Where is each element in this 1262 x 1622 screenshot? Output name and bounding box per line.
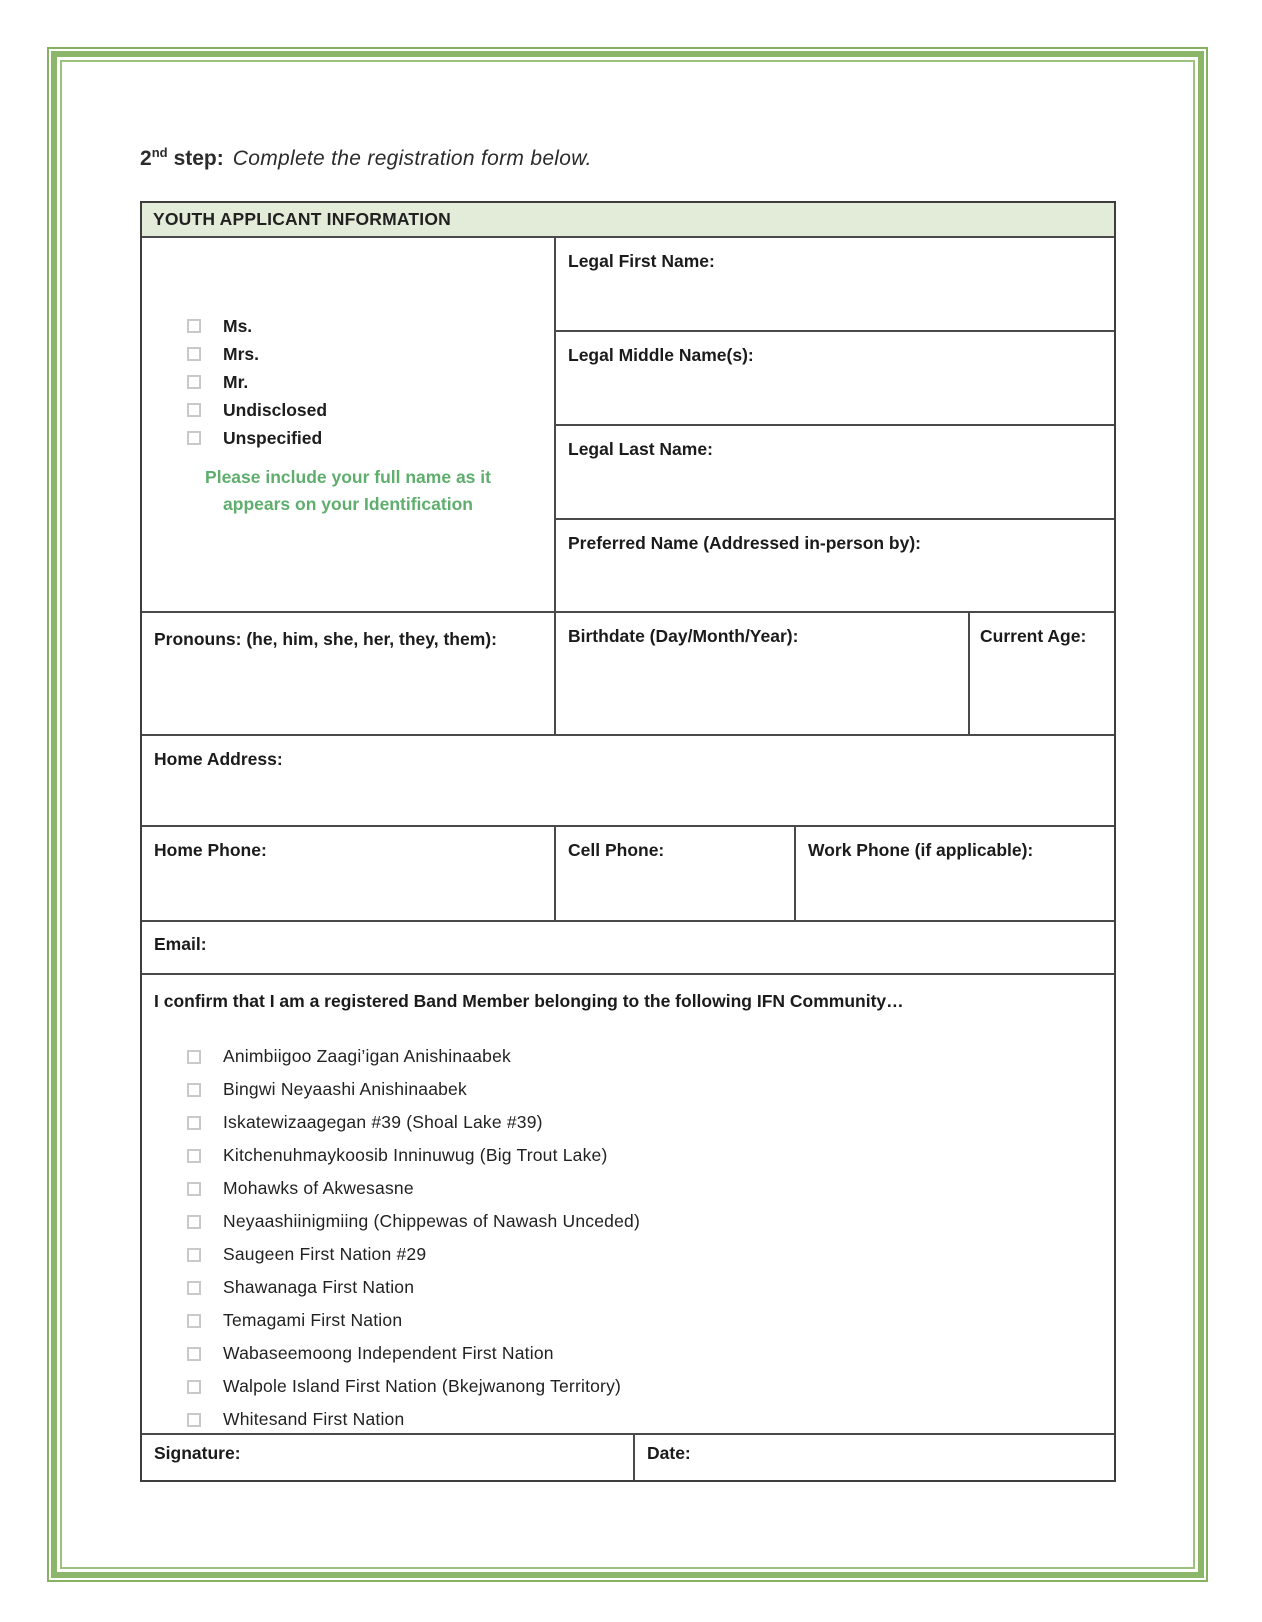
name-fields-column: [554, 238, 1114, 611]
community-option-label: Neyaashiinigmiing (Chippewas of Nawash Unceded): [223, 1211, 640, 1231]
title-option: [187, 424, 554, 452]
community-option-checkbox[interactable]: [187, 1281, 201, 1295]
step-label: step:: [173, 147, 224, 170]
title-option: [187, 396, 554, 424]
email-row: [142, 920, 1114, 973]
title-options-cell: [142, 238, 554, 611]
title-option: [187, 340, 554, 368]
step-heading: [140, 138, 1116, 174]
cell-phone-label: Cell Phone:: [568, 840, 665, 860]
birthdate-field[interactable]: [554, 613, 968, 734]
community-option-label: Bingwi Neyaashi Anishinaabek: [223, 1079, 467, 1099]
community-option-checkbox[interactable]: [187, 1083, 201, 1097]
community-option-checkbox[interactable]: [187, 1182, 201, 1196]
community-option: [187, 1205, 1102, 1238]
title-option-checkbox[interactable]: [187, 319, 201, 333]
community-option-checkbox[interactable]: [187, 1347, 201, 1361]
signature-label: Signature:: [154, 1443, 241, 1463]
current-age-label: Current Age:: [980, 626, 1087, 646]
legal-last-name-field[interactable]: [556, 426, 1114, 520]
community-option-label: Kitchenuhmaykoosib Inninuwug (Big Trout Lake): [223, 1145, 608, 1165]
phones-row: [142, 825, 1114, 920]
legal-middle-name-field[interactable]: [556, 332, 1114, 426]
community-row: [142, 973, 1114, 1433]
page-content: [140, 138, 1116, 1482]
title-option: [187, 312, 554, 340]
community-confirm-text: I confirm that I am a registered Band Member belonging to the following IFN Community…: [154, 991, 904, 1011]
home-address-row: [142, 734, 1114, 825]
home-phone-field[interactable]: [142, 827, 554, 920]
title-option: [187, 368, 554, 396]
pronouns-field[interactable]: [142, 613, 554, 734]
community-option: [187, 1073, 1102, 1106]
community-option-checkbox[interactable]: [187, 1380, 201, 1394]
community-option-label: Wabaseemoong Independent First Nation: [223, 1343, 554, 1363]
form-header-row: [142, 203, 1114, 236]
signature-field[interactable]: [142, 1435, 633, 1480]
step-ordinal: nd: [151, 145, 168, 160]
title-option-checkbox[interactable]: [187, 347, 201, 361]
community-option-label: Mohawks of Akwesasne: [223, 1178, 414, 1198]
home-phone-label: Home Phone:: [154, 840, 267, 860]
preferred-name-label: Preferred Name (Addressed in-person by):: [568, 533, 922, 553]
community-cell: [142, 975, 1114, 1433]
title-option-label: Mrs.: [223, 343, 259, 364]
birthdate-label: Birthdate (Day/Month/Year):: [568, 626, 799, 646]
community-option-label: Whitesand First Nation: [223, 1409, 405, 1429]
community-option-label: Animbiigoo Zaagi’igan Anishinaabek: [223, 1046, 511, 1066]
community-option-checkbox[interactable]: [187, 1149, 201, 1163]
community-option: [187, 1271, 1102, 1304]
community-option: [187, 1403, 1102, 1436]
youth-applicant-form: [140, 201, 1116, 1482]
legal-last-name-label: Legal Last Name:: [568, 439, 713, 459]
form-title: YOUTH APPLICANT INFORMATION: [153, 209, 452, 229]
community-option-checkbox[interactable]: [187, 1248, 201, 1262]
work-phone-field[interactable]: [794, 827, 1114, 920]
legal-first-name-field[interactable]: [556, 238, 1114, 332]
title-option-checkbox[interactable]: [187, 431, 201, 445]
home-address-label: Home Address:: [154, 749, 283, 769]
community-option-checkbox[interactable]: [187, 1116, 201, 1130]
home-address-field[interactable]: [142, 736, 1114, 825]
community-option: [187, 1040, 1102, 1073]
title-option-checkbox[interactable]: [187, 375, 201, 389]
community-option-label: Iskatewizaagegan #39 (Shoal Lake #39): [223, 1112, 543, 1132]
date-label: Date:: [647, 1443, 691, 1463]
full-name-note: Please include your full name as it appears on your Identification: [205, 467, 491, 514]
community-option: [187, 1370, 1102, 1403]
step-instruction: Complete the registration form below.: [232, 147, 592, 170]
community-option-label: Temagami First Nation: [223, 1310, 403, 1330]
community-option-label: Saugeen First Nation #29: [223, 1244, 427, 1264]
community-option: [187, 1304, 1102, 1337]
community-option: [187, 1106, 1102, 1139]
community-option: [187, 1139, 1102, 1172]
email-field[interactable]: [142, 922, 1114, 973]
date-field[interactable]: [633, 1435, 1114, 1480]
cell-phone-field[interactable]: [554, 827, 794, 920]
community-option-label: Shawanaga First Nation: [223, 1277, 415, 1297]
title-option-label: Ms.: [223, 315, 253, 336]
community-option-checkbox[interactable]: [187, 1413, 201, 1427]
legal-middle-name-label: Legal Middle Name(s):: [568, 345, 754, 365]
preferred-name-field[interactable]: [556, 520, 1114, 611]
community-option: [187, 1337, 1102, 1370]
step-number: 2: [140, 147, 152, 170]
community-option-checkbox[interactable]: [187, 1314, 201, 1328]
community-option: [187, 1172, 1102, 1205]
email-label: Email:: [154, 934, 207, 954]
community-option-label: Walpole Island First Nation (Bkejwanong Territory): [223, 1376, 622, 1396]
current-age-field[interactable]: [968, 613, 1114, 734]
signature-row: [142, 1433, 1114, 1480]
pronouns-label: Pronouns: (he, him, she, her, they, them):: [154, 629, 497, 649]
title-option-label: Unspecified: [223, 427, 323, 448]
community-option: [187, 1238, 1102, 1271]
community-option-checkbox[interactable]: [187, 1215, 201, 1229]
title-option-label: Undisclosed: [223, 399, 328, 420]
name-section-row: [142, 236, 1114, 611]
pronouns-row: [142, 611, 1114, 734]
title-option-checkbox[interactable]: [187, 403, 201, 417]
title-option-label: Mr.: [223, 371, 249, 392]
work-phone-label: Work Phone (if applicable):: [808, 840, 1034, 860]
community-option-checkbox[interactable]: [187, 1050, 201, 1064]
legal-first-name-label: Legal First Name:: [568, 251, 715, 271]
title-options-list: [187, 312, 554, 452]
community-options-list: [187, 1040, 1102, 1436]
